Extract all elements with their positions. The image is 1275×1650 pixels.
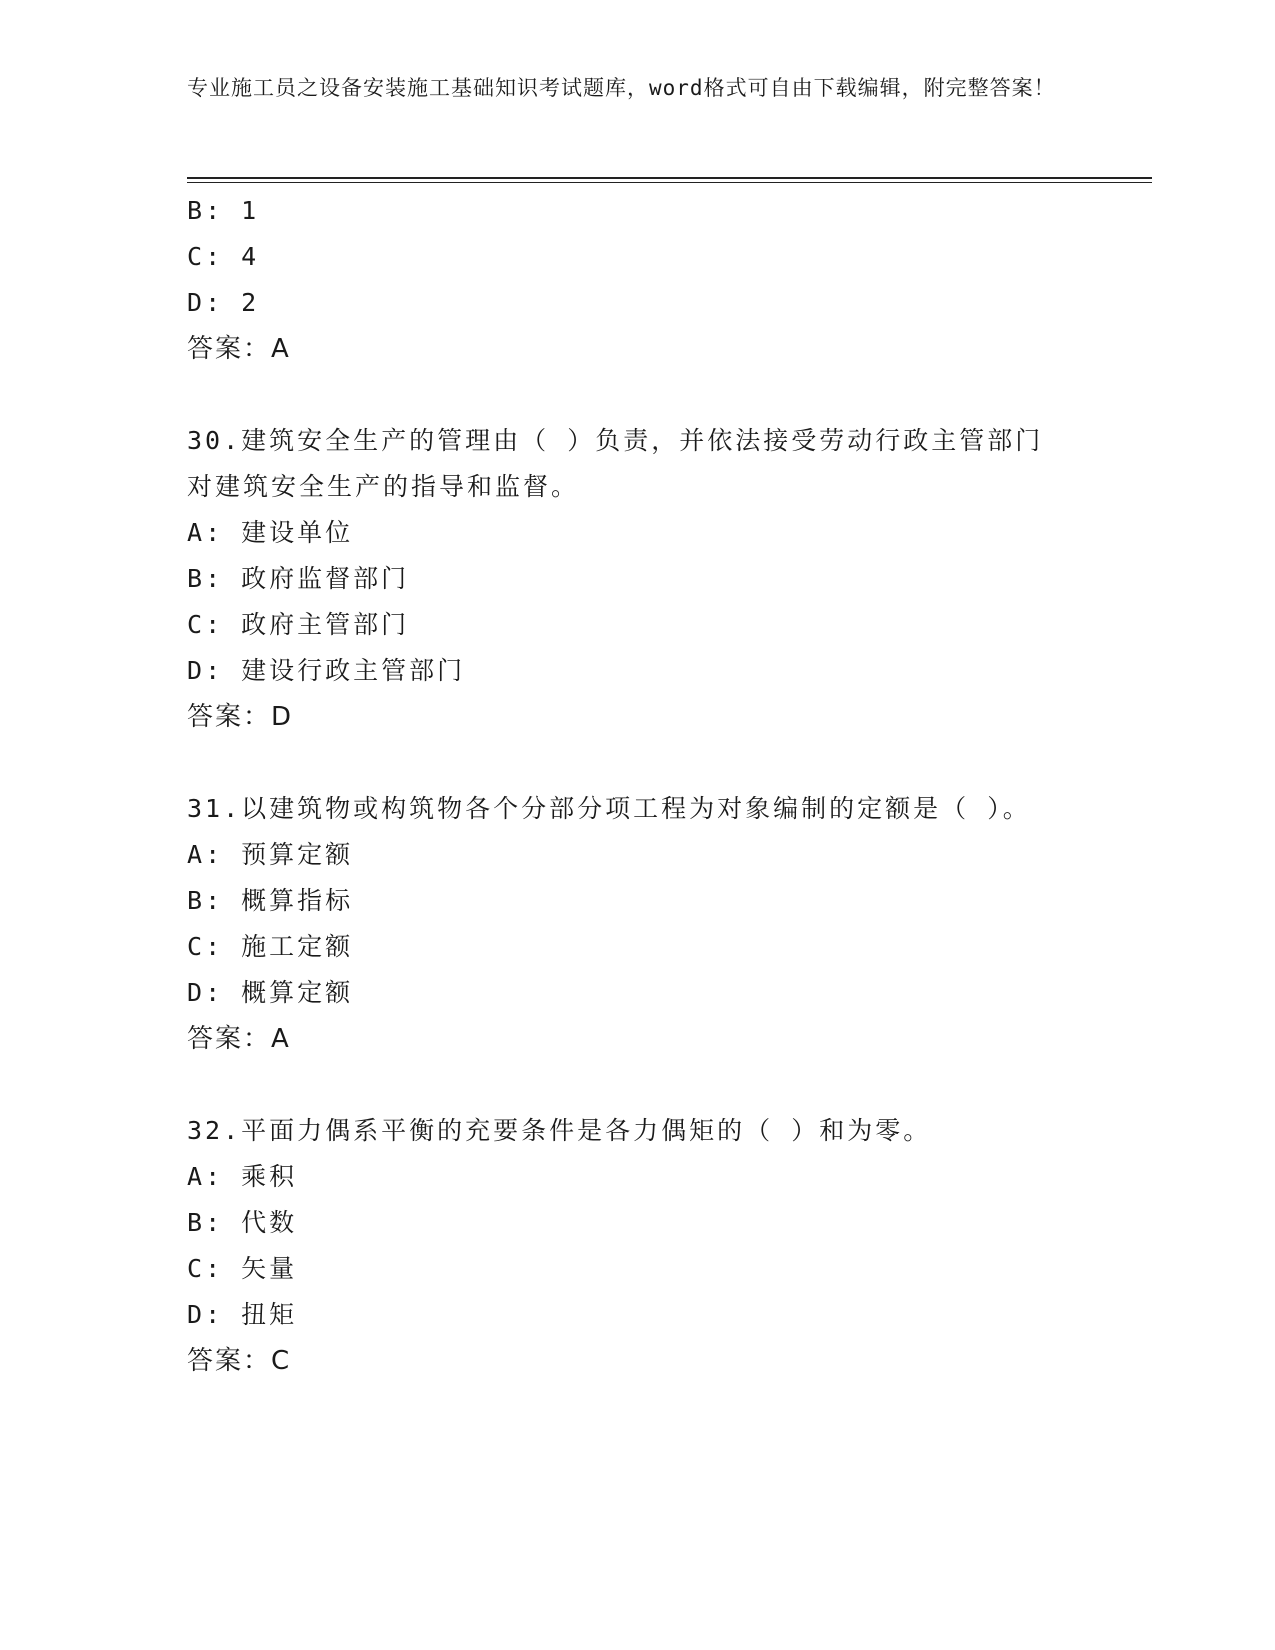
option-b: B: 概算指标 [187, 886, 354, 915]
question-text-continued: 对建筑安全生产的指导和监督。 [187, 472, 580, 501]
option-a: A: 乘积 [187, 1162, 298, 1191]
question-30 [187, 418, 1152, 740]
option-d: D: 建设行政主管部门 [187, 656, 466, 685]
question-text: 32.平面力偶系平衡的充要条件是各力偶矩的（ ）和为零。 [187, 1116, 932, 1145]
option-c: C: 政府主管部门 [187, 610, 410, 639]
option-d: D: 2 [187, 288, 260, 317]
question-content [187, 188, 1152, 1384]
option-b: B: 1 [187, 196, 260, 225]
option-b: B: 政府监督部门 [187, 564, 410, 593]
question-text: 31.以建筑物或构筑物各个分部分项工程为对象编制的定额是（ ）。 [187, 794, 1031, 823]
header-divider [187, 177, 1152, 179]
option-a: A: 建设单位 [187, 518, 354, 547]
question-32 [187, 1108, 1152, 1384]
option-c: C: 矢量 [187, 1254, 298, 1283]
option-d: D: 扭矩 [187, 1300, 298, 1329]
prev-question-block [187, 188, 1152, 372]
answer-line: 答案：D [187, 702, 294, 732]
question-31 [187, 786, 1152, 1062]
option-d: D: 概算定额 [187, 978, 354, 1007]
answer-line: 答案：A [187, 334, 291, 364]
header-divider-thin [187, 182, 1152, 183]
answer-line: 答案：C [187, 1346, 292, 1376]
option-a: A: 预算定额 [187, 840, 354, 869]
option-b: B: 代数 [187, 1208, 298, 1237]
answer-line: 答案：A [187, 1024, 291, 1054]
question-text: 30.建筑安全生产的管理由（ ）负责，并依法接受劳动行政主管部门 [187, 426, 1044, 455]
document-header: 专业施工员之设备安装施工基础知识考试题库，word格式可自由下载编辑，附完整答案！ [187, 76, 1056, 100]
option-c: C: 4 [187, 242, 260, 271]
option-c: C: 施工定额 [187, 932, 354, 961]
